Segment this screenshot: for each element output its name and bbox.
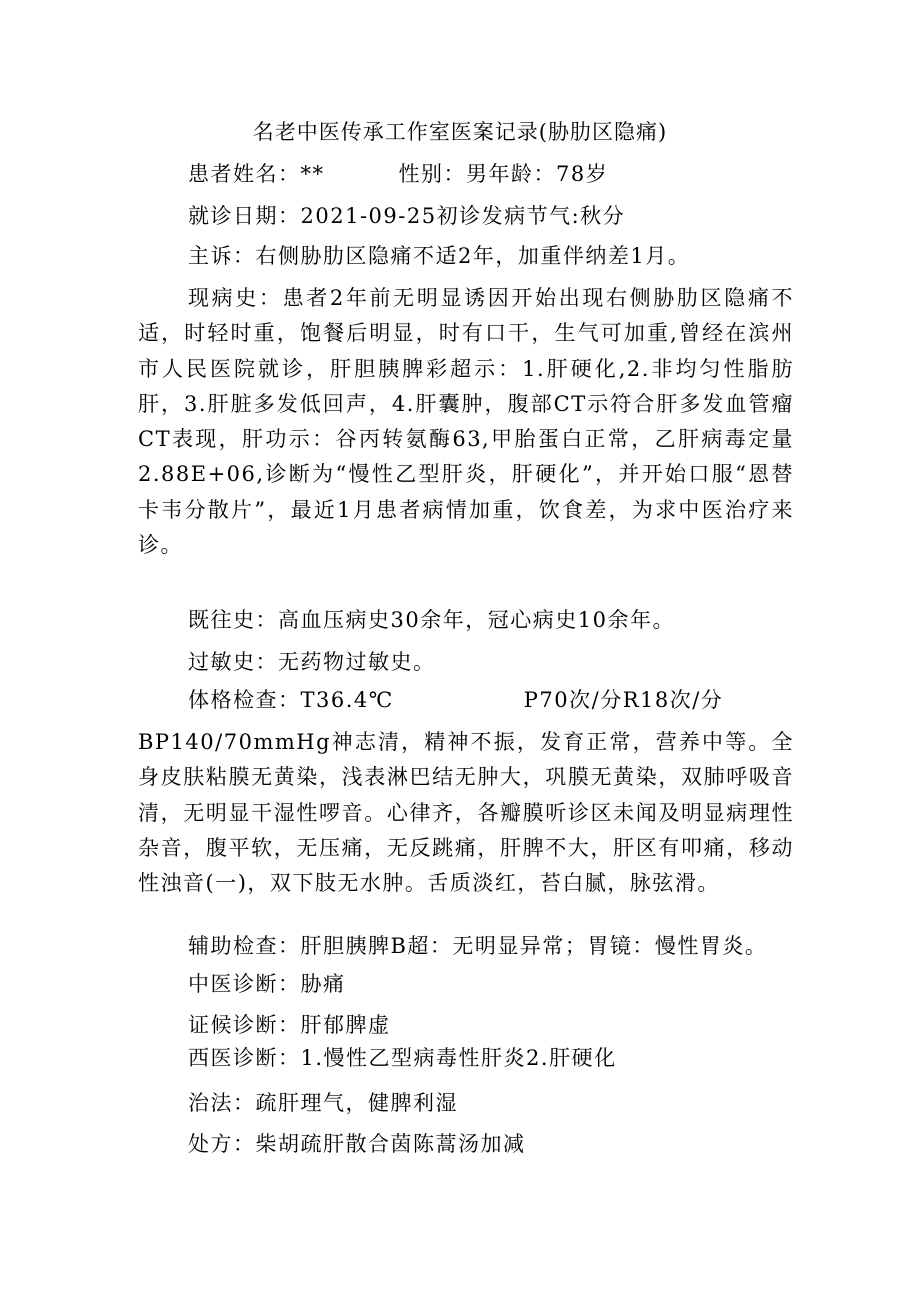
syndrome-diagnosis: 证候诊断：肝郁脾虚	[188, 1013, 391, 1037]
chief-complaint: 主诉：右侧胁肋区隐痛不适2年，加重伴纳差1月。	[188, 244, 691, 268]
physical-exam-header	[188, 684, 723, 716]
auxiliary-exam: 辅助检查：肝胆胰脾B超：无明显异常；胃镜：慢性胃炎。	[188, 934, 768, 958]
visit-info-line: 就诊日期：2021-09-25初诊发病节气:秋分	[188, 204, 626, 228]
allergy-history: 过敏史：无药物过敏史。	[188, 650, 436, 674]
patient-gender-age: 性别：男年龄：78岁	[398, 162, 609, 186]
physical-exam-body: BP140/70mmHg神志清，精神不振，发育正常，营养中等。全身皮肤粘膜无黄染，浅表淋巴结无肿大，巩膜无黄染，双肺呼吸音清，无明显干湿性啰音。心律齐，各瓣膜听诊区未闻及明显病理性杂音，腹平软，无压痛，无反跳痛，肝脾不大，肝区有叩痛，移动性浊音(一)，双下肢无水肿。舌质淡红，苔白腻，脉弦滑。	[138, 730, 794, 896]
prescription: 处方：柴胡疏肝散合茵陈蒿汤加减	[188, 1132, 526, 1156]
physical-exam-vitals-1: 体格检查：T36.4℃	[188, 688, 394, 712]
past-history: 既往史：高血压病史30余年，冠心病史10余年。	[188, 608, 675, 632]
treatment-method: 治法：疏肝理气，健脾利湿	[188, 1091, 458, 1115]
document-title: 名老中医传承工作室医案记录(胁肋区隐痛)	[252, 120, 668, 144]
tcm-diagnosis: 中医诊断：胁痛	[188, 972, 346, 996]
patient-name-value: **	[300, 162, 325, 186]
patient-name-label: 患者姓名：	[188, 162, 301, 186]
patient-info-line	[188, 158, 608, 190]
physical-exam-vitals-2: P70次/分R18次/分	[523, 688, 724, 712]
western-diagnosis: 西医诊断：1.慢性乙型病毒性肝炎2.肝硬化	[188, 1046, 617, 1070]
present-history: 现病史：患者2年前无明显诱因开始出现右侧胁肋区隐痛不适，时轻时重，饱餐后明显，时有口干，生气可加重,曾经在滨州市人民医院就诊，肝胆胰脾彩超示：1.肝硬化,2.非均匀性脂肪肝，3.肝脏多发低回声，4.肝囊肿，腹部CT示符合肝多发血管瘤CT表现，肝功示：谷丙转氨酶63,甲胎蛋白正常，乙肝病毒定量2.88E+06,诊断为“慢性乙型肝炎，肝硬化”，并开始口服“恩替卡韦分散片”，最近1月患者病情加重，饮食差，为求中医治疗来诊。	[138, 286, 794, 558]
